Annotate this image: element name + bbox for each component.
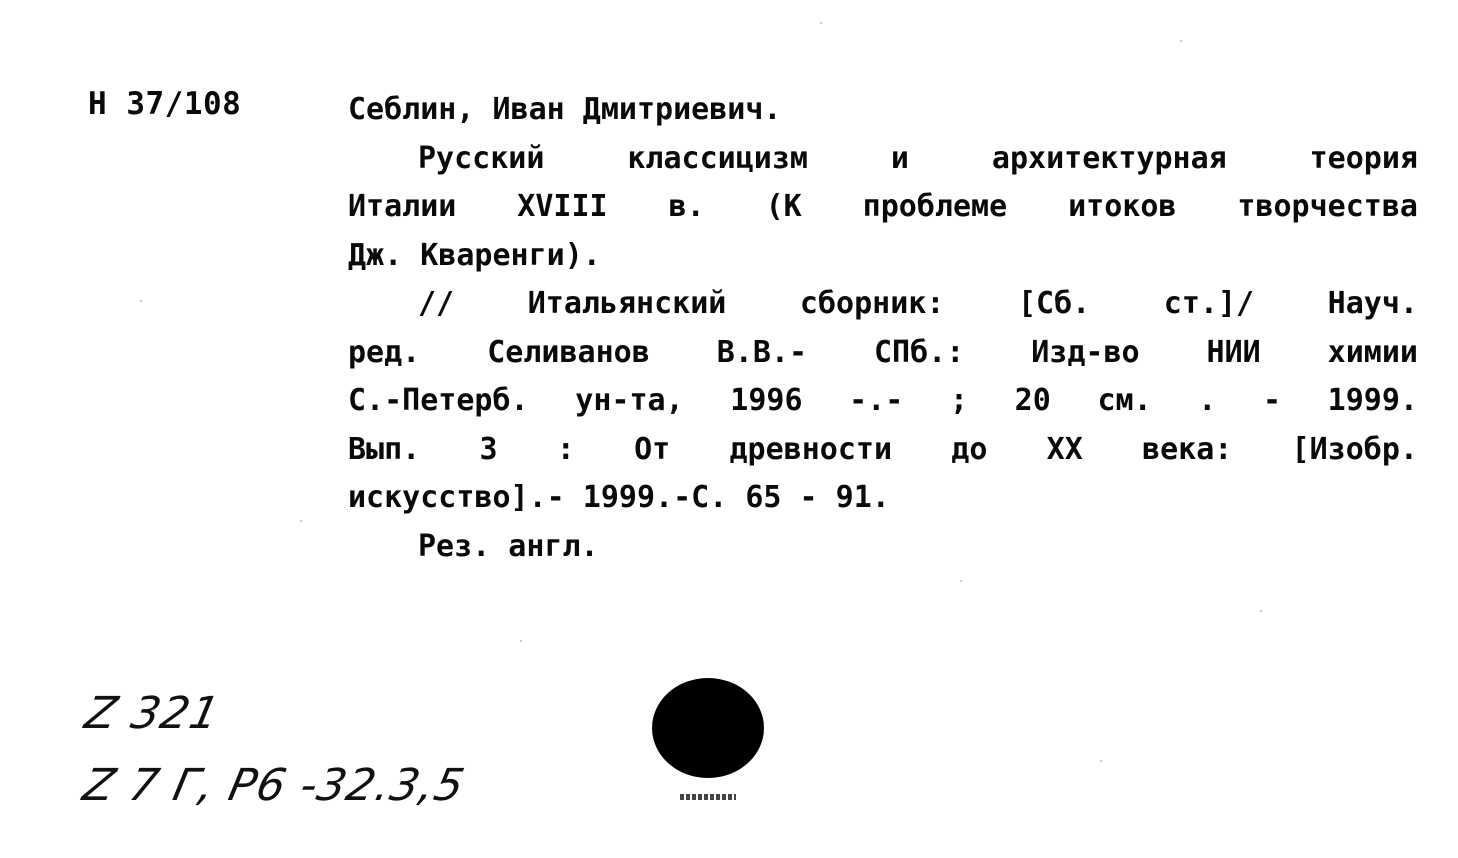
entry-line: Италии XVIII в. (К проблеме итоков творчества xyxy=(348,189,1418,224)
bibliographic-entry xyxy=(348,86,1418,571)
punch-mark xyxy=(680,794,736,800)
entry-line: Рез. англ. xyxy=(418,528,599,564)
entry-line: // Итальянский сборник: [Сб. ст.]/ Науч. xyxy=(418,286,1418,321)
paper-speck xyxy=(520,640,522,642)
entry-line: Дж. Кваренги). xyxy=(348,237,601,273)
paper-speck xyxy=(820,22,822,24)
entry-line: ред. Селиванов В.В.- СПб.: Изд-во НИИ химии xyxy=(348,334,1418,370)
handwritten-classification: Z 7 Г, Р6 -32.3,5 xyxy=(78,760,470,811)
author-heading: Себлин, Иван Дмитриевич. xyxy=(348,92,782,127)
paper-speck xyxy=(300,520,302,522)
entry-line: С.-Петерб. ун-та, 1996 -.- ; 20 см. . - 1999. xyxy=(348,383,1418,418)
paper-speck xyxy=(1260,610,1262,612)
entry-line: Вып. 3 : От древности до XX века: [Изобр. xyxy=(348,431,1418,467)
paper-speck xyxy=(1180,40,1182,42)
shelfmark: Н 37/108 xyxy=(88,86,242,122)
handwritten-classification: Z 321 xyxy=(80,688,225,739)
paper-speck xyxy=(1100,760,1102,762)
entry-line: Русский классицизм и архитектурная теория xyxy=(418,140,1418,176)
paper-speck xyxy=(960,580,962,582)
entry-line: искусство].- 1999.-С. 65 - 91. xyxy=(348,480,890,515)
punch-hole xyxy=(652,678,764,778)
paper-speck xyxy=(140,300,142,302)
